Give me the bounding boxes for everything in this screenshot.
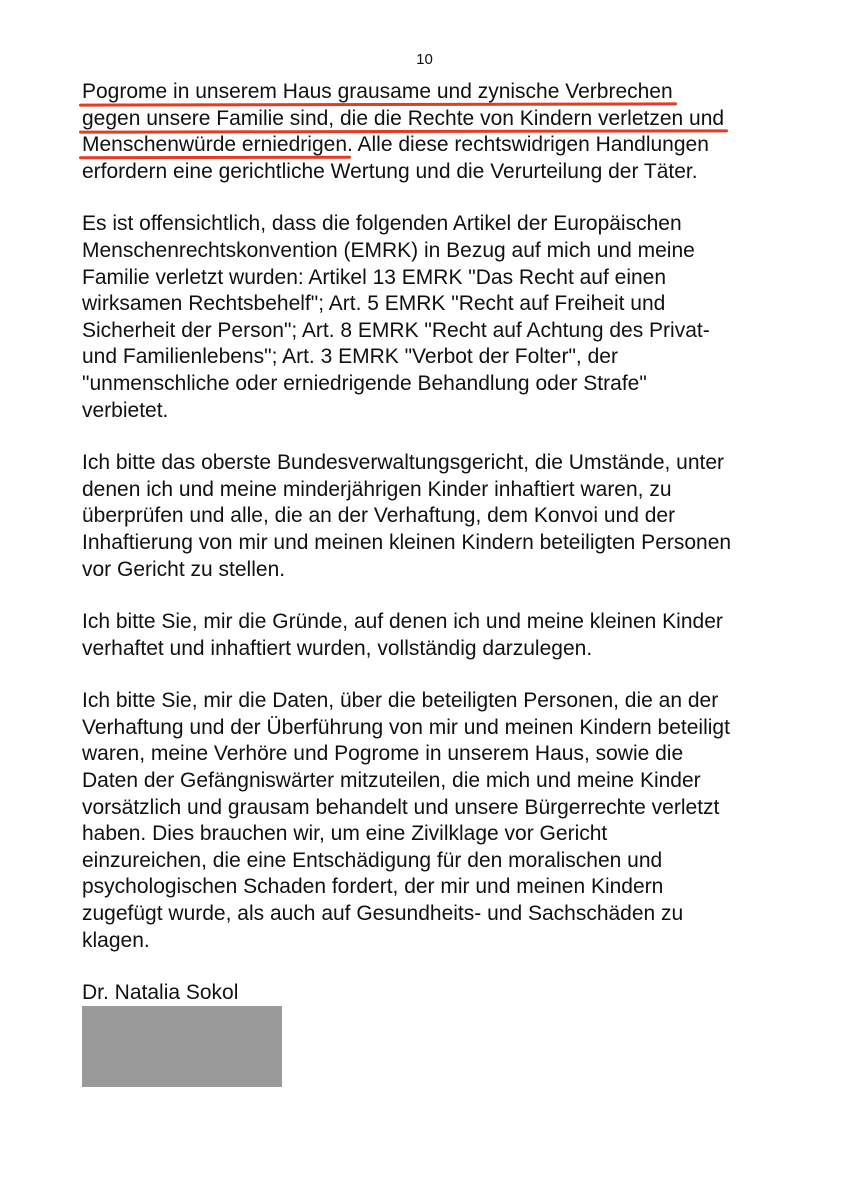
text-line: verhaftet und inhaftiert wurden, vollständig darzulegen. xyxy=(82,636,593,660)
text-line: haben. Dies brauchen wir, um eine Zivilklage vor Gericht xyxy=(82,822,608,846)
paragraph-3 xyxy=(82,450,782,583)
text-line: Ich bitte Sie, mir die Gründe, auf denen ich und meine kleinen Kinder xyxy=(82,610,723,634)
text-line: klagen. xyxy=(82,928,150,952)
paragraph-5 xyxy=(82,688,782,954)
text-line: und Familienlebens"; Art. 3 EMRK "Verbot der Folter", der xyxy=(82,345,618,369)
text-line xyxy=(82,79,782,106)
text-line: zugefügt wurde, als auch auf Gesundheits- und Sachschäden zu xyxy=(82,902,684,926)
redacted-signature-block xyxy=(82,1006,282,1087)
paragraph-4 xyxy=(82,609,782,662)
text-line: Verhaftung und der Überführung von mir und meinen Kindern beteiligt xyxy=(82,715,730,739)
text-line: Menschenrechtskonvention (EMRK) in Bezug auf mich und meine xyxy=(82,238,695,262)
text-line: denen ich und meine minderjährigen Kinder inhaftiert waren, zu xyxy=(82,477,672,501)
text-line: verbietet. xyxy=(82,398,169,422)
text-line: Familie verletzt wurden: Artikel 13 EMRK "Das Recht auf einen xyxy=(82,265,667,289)
text-line: psychologischen Schaden fordert, der mir und meinen Kindern xyxy=(82,875,664,899)
paragraph-2 xyxy=(82,211,782,424)
text-line: Ich bitte Sie, mir die Daten, über die beteiligten Personen, die an der xyxy=(82,689,719,713)
line-text: . Alle diese rechtswidrigen Handlungen xyxy=(347,133,709,157)
text-line: Es ist offensichtlich, dass die folgenden Artikel der Europäischen xyxy=(82,212,682,236)
highlighted-text: gegen unsere Familie sind, die die Rechte von Kindern verletzen und xyxy=(82,106,725,130)
text-line xyxy=(82,132,782,159)
text-line xyxy=(82,106,782,133)
text-line: vorsätzlich und grausam behandelt und unsere Bürgerrechte verletzt xyxy=(82,795,720,819)
line-text: erfordern eine gerichtliche Wertung und die Verurteilung der Täter. xyxy=(82,159,698,183)
highlighted-text: Pogrome in unserem Haus grausame und zynische Verbrechen xyxy=(82,80,673,103)
text-line: waren, meine Verhöre und Pogrome in unserem Haus, sowie die xyxy=(82,742,684,766)
text-line: "unmenschliche oder erniedrigende Behandlung oder Strafe" xyxy=(82,371,647,395)
text-line: Inhaftierung von mir und meinen kleinen Kindern beteiligten Personen xyxy=(82,530,732,554)
paragraph-1 xyxy=(82,79,782,185)
text-line xyxy=(82,159,782,186)
highlighted-text: Menschenwürde erniedrigen xyxy=(82,133,347,157)
text-line: Sicherheit der Person"; Art. 8 EMRK "Recht auf Achtung des Privat- xyxy=(82,318,710,342)
signature-name: Dr. Natalia Sokol xyxy=(82,981,239,1005)
text-line: überprüfen und alle, die an der Verhaftung, dem Konvoi und der xyxy=(82,504,676,528)
page-number: 10 xyxy=(416,51,433,68)
document-body xyxy=(82,79,782,1007)
text-line: wirksamen Rechtsbehelf"; Art. 5 EMRK "Recht auf Freiheit und xyxy=(82,292,666,316)
text-line: vor Gericht zu stellen. xyxy=(82,557,286,581)
text-line: Daten der Gefängniswärter mitzuteilen, die mich und meine Kinder xyxy=(82,769,701,793)
text-line: einzureichen, die eine Entschädigung für den moralischen und xyxy=(82,848,663,872)
text-line: Ich bitte das oberste Bundesverwaltungsgericht, die Umstände, unter xyxy=(82,451,725,475)
